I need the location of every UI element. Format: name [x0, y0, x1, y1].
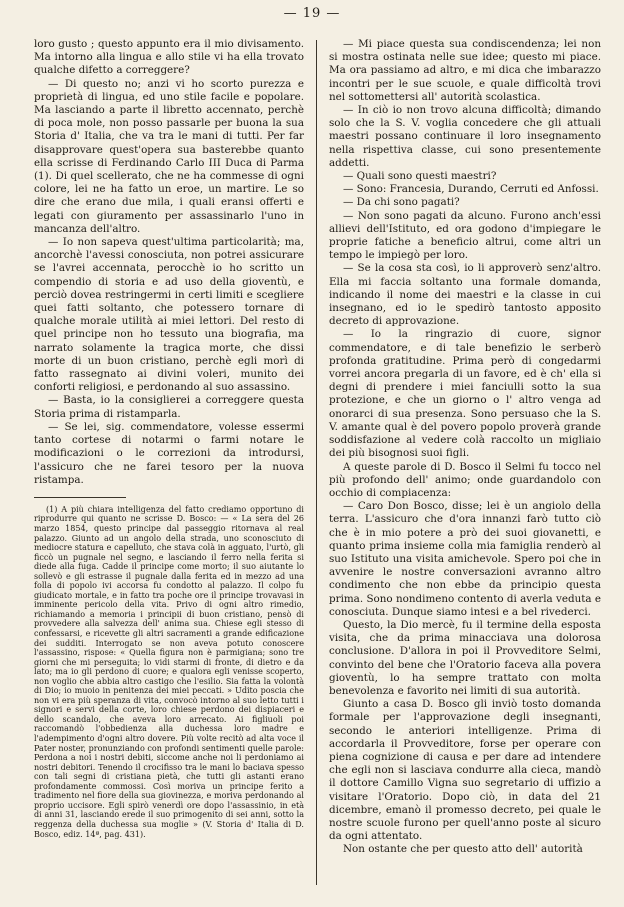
paragraph: — Di questo no; anzi vi ho scorto purezza e proprietà di lingua, ed uno stile facile e popolare. Ma lasciando a parte il libretto accennato, perchè di poca mole, non posso passarle per buona la sua Storia d' Italia, che va tra le mani di tutti. Per far disapprovare quest'opera sua basterebbe quanto ella scrisse di Ferdinando Carlo III Duca di Parma (1). Di quel scellerato, che ne ha commesse di ogni colore, lei ne ha fatto un eroe, un martire. Le so dire che erano due mila, i quali eransi offerti e legati con giuramento per assassinarlo l'uno in mancanza dell'altro. [34, 77, 304, 235]
paragraph: — Mi piace questa sua condiscendenza; lei non si mostra ostinata nelle sue idee; questo mi piace. Ma ora passiamo ad altro, e mi dica che imbarazzo incontri per le sue scuole, e quale difficoltà trovi nel sottomettersi all' autorità scolastica. [329, 38, 601, 103]
page-number: — 19 — [283, 6, 341, 21]
paragraph: — Sono: Francesia, Durando, Cerruti ed Anfossi. [343, 183, 599, 196]
column-divider [316, 40, 317, 885]
paragraph: loro gusto ; questo appunto era il mio divisamento. Ma intorno alla lingua e allo stile vi ha ella trovato qualche difetto a correggere? [34, 38, 304, 77]
paragraph: A queste parole di D. Bosco il Selmi fu tocco nel più profondo dell' animo; onde guardandolo con occhio di compiacenza: [329, 460, 601, 499]
paragraph: — Io la ringrazio di cuore, signor commendatore, e di tale benefizio le serberò profonda gratitudine. Prima però di congedarmi vorrei ancora pregarla di un favore, ed è ch' ella si degni di prendere i miei fanciulli sotto la sua protezione, e che un giorno o l' altro venga ad onorarci di sua presenza. Sono persuaso che la S. V. amante qual è del povero popolo proverà grande soddisfazione al vedere colà raccolto un migliaio dei più bisognosi suoi figli. [329, 328, 601, 460]
left-column [34, 38, 304, 839]
paragraph: — Se la cosa sta così, io li approverò senz'altro. Ella mi faccia soltanto una formale domanda, indicando il nome dei maestri e la classe in cui insegnano, ed io le spedirò tantosto apposito decreto di approvazione. [329, 262, 601, 328]
paragraph: — Da chi sono pagati? [343, 196, 460, 209]
paragraph: — Non sono pagati da alcuno. Furono anch'essi allievi dell'Istituto, ed ora godono d'impiegare le proprie fatiche a beneficio altrui, come altri un tempo le impiegò per loro. [329, 209, 601, 262]
right-column [329, 38, 601, 857]
paragraph: — Io non sapeva quest'ultima particolarità; ma, ancorchè l'avessi conosciuta, non potrei assicurare se l'avrei accennata, perocchè io ho scritto un compendio di storia e ad uso della gioventù, e perciò dovea restringermi in certi limiti e scegliere quei fatti soltanto, che potessero tornare di qualche morale utilità ai miei lettori. Del resto di quel principe non ho tessuto una biografia, ma narrato solamente la tragica morte, che dissi morte di un buon cristiano, perchè egli morì di fatto rassegnato ai divini voleri, munito dei conforti religiosi, e perdonando al suo assassino. [34, 236, 304, 394]
paragraph: — In ciò io non trovo alcuna difficoltà; dimando solo che la S. V. voglia concedere che gli attuali maestri possano continuare il loro insegnamento nella rispettiva classe, cui sono presentemente addetti. [329, 104, 601, 169]
footnote-text: (1) A più chiara intelligenza del fatto crediamo opportuno di riprodurre qui quanto ne scrisse D. Bosco: — « La sera del 26 marzo 1854, questo principe dal passeggio ritornava al real palazzo. Giunto ad un angolo della strada, uno sconosciuto di mediocre statura e capelluto, che stava colà in agguato, l'urtò, gli ficcò un pugnale nel segno, e lasciando il ferro nella ferita si diede alla fuga. Cadde il principe come morto; il suo aiutante lo sollevò e gli estrasse il pugnale dalla ferita ed in mezzo ad una folla di popolo ivi accorsa fu condotto al palazzo. Il colpo fu giudicato mortale, e in fatto tra poche ore il principe trovavasi in imminente pericolo della vita. Privo di ogni altro rimedio, richiamando a memoria i principii di buon cristiano, pensò di provvedere alla salvezza dell' anima sua. Chiese egli stesso di confessarsi, e ricevette gli altri sacramenti a grande edificazione dei sudditi. Interrogato se non aveva potuto conoscere l'assassino, rispose: « Quella figura non è parmigiana; sono tre giorni che mi perseguita; lo vidi starmi di fronte, di dietro e da lato; ma io gli perdono di cuore; e qualora egli venisse scoperto, non voglio che abbia altro castigo che l'esilio. Sia fatta la volontà di Dio; io muoio in penitenza dei miei peccati. » Udito poscia che non vi era più speranza di vita, convocò intorno al suo letto tutti i signori e servi della corte, loro chiese perdono dei dispiaceri e dello scandalo, che aveva loro arrecato. Ai figliuoli poi raccomandò l'obbedienza alla duchessa loro madre e l'adempimento d'ogni altro dovere. Più volte recitò ad alta voce il Pater noster, pronunziando con profondi sentimenti quelle parole: Perdona a noi i nostri debiti, siccome anche noi li perdoniamo ai nostri debitori. Tenendo il crocifisso tra le mani lo baciava spesso con tali segni di cristiana pietà, che tutti gli astanti erano profondamente commossi. Così moriva un principe ferito a tradimento nel fiore della sua giovinezza, e moriva perdonando al proprio uccisore. Egli spirò venerdì ore dopo l'assassinio, in età di anni 31, lasciando erede il suo primogenito di sei anni, sotto la reggenza della duchessa sua moglie » (V. Storia d' Italia di D. Bosco, ediz. 14ª, pag. 431). [34, 504, 304, 839]
paragraph: — Basta, io la consiglierei a correggere questa Storia prima di ristamparla. [34, 394, 304, 420]
paragraph: Giunto a casa D. Bosco gli inviò tosto domanda formale per l'approvazione degli insegnanti, secondo le anteriori intelligenze. Prima di accordarla il Provveditore, forse per operare con piena cognizione di causa e per dare ad intendere che egli non si lasciava condurre alla cieca, mandò il dottore Camillo Vigna suo segretario di uffizio a visitare l'Oratorio. Dopo ciò, in data del 21 dicembre, emanò il promesso decreto, pei quale le nostre scuole furono per quell'anno poste al sicuro da ogni attentato. [329, 698, 601, 843]
paragraph: — Quali sono questi maestri? [343, 170, 497, 183]
paragraph: Non ostante che per questo atto dell' autorità [343, 843, 583, 856]
paragraph: — Caro Don Bosco, disse; lei è un angiolo della terra. L'assicuro che d'ora innanzi farò tutto ciò che è in mio potere a prò dei suoi giovanetti, e quanto prima insieme colla mia famiglia renderò al suo Istituto una visita amichevole. Spero poi che in avvenire le nostre conversazioni avranno altro condimento che non ebbe da principio questa prima. Sono nondimeno contento di averla veduta e conosciuta. Dunque siamo intesi e a bel rivederci. [329, 500, 601, 618]
footnote [34, 505, 304, 839]
paragraph: Questo, la Dio mercè, fu il termine della esposta visita, che da prima minacciava una dolorosa conclusione. D'allora in poi il Provveditore Selmi, convinto del bene che l'Oratorio faceva alla povera gioventù, lo ha sempre trattato con molta benevolenza e favorito nei limiti di sua autorità. [329, 618, 601, 697]
footnote-separator [34, 497, 126, 498]
paragraph: — Se lei, sig. commendatore, volesse essermi tanto cortese di notarmi o farmi notare le modificazioni o le correzioni da introdursi, l'assicuro che ne farei tesoro per la nuova ristampa. [34, 420, 304, 486]
